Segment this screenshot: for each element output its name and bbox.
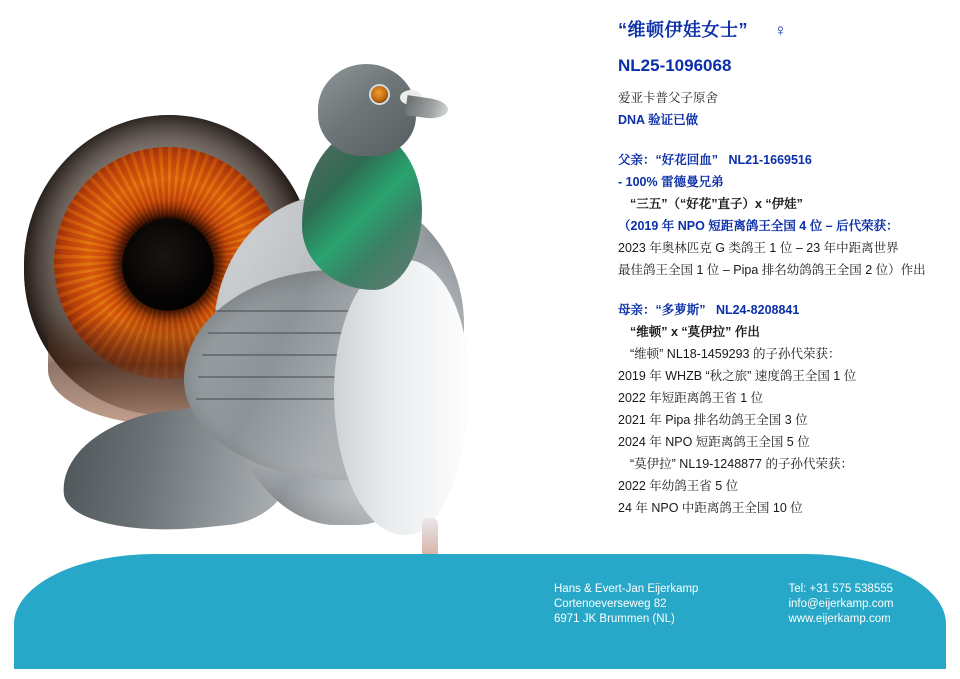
father-label: 父亲：“好花回血”	[618, 153, 719, 167]
ring-number: NL25-1096068	[618, 56, 732, 75]
footer-email[interactable]: info@eijerkamp.com	[788, 598, 894, 610]
mother-row	[618, 299, 948, 321]
mother-achievement: 24 年 NPO 中距离鸽王全国 10 位	[618, 501, 803, 515]
dna-line: DNA 验证已做	[618, 113, 699, 127]
father-cross: “三五”（“好花”直子）x “伊娃”	[630, 197, 803, 211]
mother-subgroup-header: “莫伊拉” NL19-1248877 的子孙代荣获：	[630, 457, 853, 471]
mother-label: 母亲：“多萝斯”	[618, 303, 706, 317]
footer-banner	[14, 554, 946, 669]
father-achievement: 2023 年奥林匹克 G 类鸽王 1 位 – 23 年中距离世界	[618, 241, 899, 255]
father-achievement: （2019 年 NPO 短距离鸽王全国 4 位 – 后代荣获：	[618, 219, 899, 233]
mother-subgroup-header: “维顿” NL18-1459293 的子孙代荣获：	[630, 347, 841, 361]
footer-address-line: Cortenoeverseweg 82	[554, 598, 667, 610]
footer-address-line: Hans & Evert-Jan Eijerkamp	[554, 583, 699, 595]
female-sex-icon: ♀	[774, 21, 787, 40]
father-achievement: 最佳鸽王全国 1 位 – Pipa 排名幼鸽鸽王全国 2 位）作出	[618, 263, 926, 277]
origin-line: 爱亚卡普父子原舍	[618, 91, 719, 105]
mother-cross: “维顿” x “莫伊拉” 作出	[630, 325, 760, 339]
pigeon-head	[318, 64, 416, 156]
mother-achievement: 2019 年 WHZB “秋之旅” 速度鸽王全国 1 位	[618, 369, 857, 383]
footer-website[interactable]: www.eijerkamp.com	[788, 613, 891, 625]
father-row	[618, 149, 948, 171]
footer-contact-block	[554, 582, 893, 627]
pedigree-info-panel	[618, 16, 948, 519]
pigeon-breast	[334, 260, 469, 535]
mother-achievement: 2022 年幼鸽王省 5 位	[618, 479, 739, 493]
mother-ring: NL24-8208841	[715, 303, 800, 317]
mother-achievement: 2024 年 NPO 短距离鸽王全国 5 位	[618, 435, 810, 449]
father-ring: NL21-1669516	[728, 153, 812, 167]
father-note: - 100% 雷德曼兄弟	[618, 175, 724, 189]
mother-achievement: 2021 年 Pipa 排名幼鸽王全国 3 位	[618, 413, 808, 427]
mother-achievement: 2022 年短距离鸽王省 1 位	[618, 391, 764, 405]
footer-contact-column	[788, 582, 893, 627]
footer-phone: Tel: +31 575 538555	[788, 583, 894, 595]
pigeon-photo-panel	[14, 10, 594, 630]
pigeon-photo	[34, 20, 574, 630]
footer-address-column	[554, 582, 698, 627]
footer-address-line: 6971 JK Brummen (NL)	[554, 613, 675, 625]
pigeon-eye	[371, 86, 388, 103]
pigeon-name: “维顿伊娃女士”	[618, 20, 748, 40]
pedigree-title-row	[618, 16, 948, 42]
